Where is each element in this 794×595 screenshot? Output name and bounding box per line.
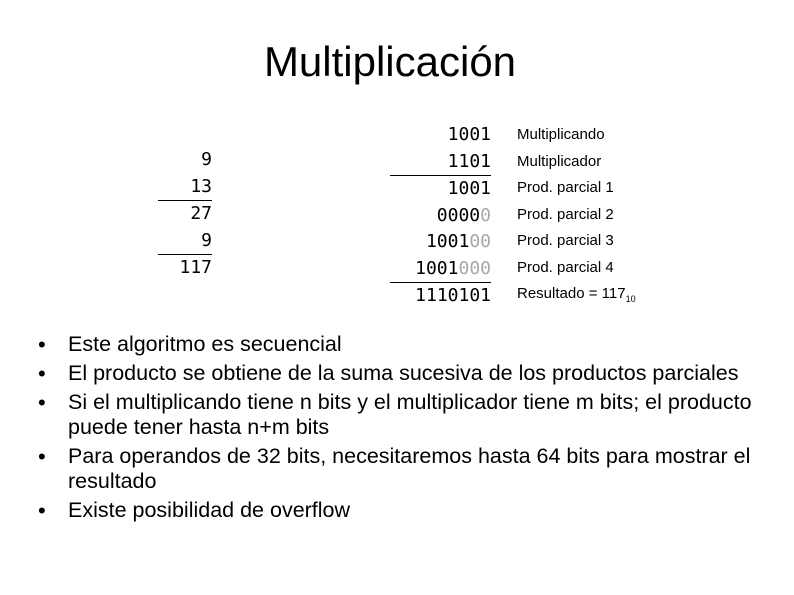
slide-title: Multiplicación xyxy=(263,38,517,85)
decimal-row: 9 xyxy=(201,229,212,251)
binary-calculation xyxy=(385,122,491,310)
binary-result: 1110101 xyxy=(415,285,491,306)
binary-partial-product-3: 100100 xyxy=(425,231,491,252)
binary-multiplier: 1101 xyxy=(447,150,491,172)
decimal-row: 9 xyxy=(201,149,212,170)
label-multiplier: Multiplicador xyxy=(517,152,602,170)
binary-partial-product-4: 1001000 xyxy=(415,257,491,279)
decimal-calculation xyxy=(150,147,212,282)
bullet-item: • Para operandos de 32 bits, necesitaremos hasta 64 bits para mostrar el resultado xyxy=(38,444,768,494)
label-partial-product-3: Prod. parcial 3 xyxy=(517,232,614,249)
bullet-list xyxy=(38,332,768,527)
decimal-row: 27 xyxy=(190,203,212,224)
base-subscript: 10 xyxy=(625,294,636,304)
binary-partial-product-1: 1001 xyxy=(447,178,491,199)
binary-multiplicand: 1001 xyxy=(447,124,491,145)
label-partial-product-4: Prod. parcial 4 xyxy=(517,258,614,276)
bullet-item: • El producto se obtiene de la suma sucesiva de los productos parciales xyxy=(38,361,768,386)
decimal-result: 117 xyxy=(179,257,212,278)
label-partial-product-2: Prod. parcial 2 xyxy=(517,205,614,223)
label-multiplicand: Multiplicando xyxy=(517,126,605,143)
label-result: Resultado = $117_{10}$ xyxy=(517,285,636,304)
bullet-item: • Este algoritmo es secuencial xyxy=(38,332,768,357)
decimal-row: 13 xyxy=(190,175,212,197)
binary-labels xyxy=(517,122,636,308)
bullet-item: • Si el multiplicando tiene n bits y el multiplicador tiene m bits; el producto puede tener hasta n+m bits xyxy=(38,390,768,440)
label-partial-product-1: Prod. parcial 1 xyxy=(517,179,614,196)
binary-partial-product-2: 00000 xyxy=(436,204,491,226)
bullet-item: • Existe posibilidad de overflow xyxy=(38,498,768,523)
